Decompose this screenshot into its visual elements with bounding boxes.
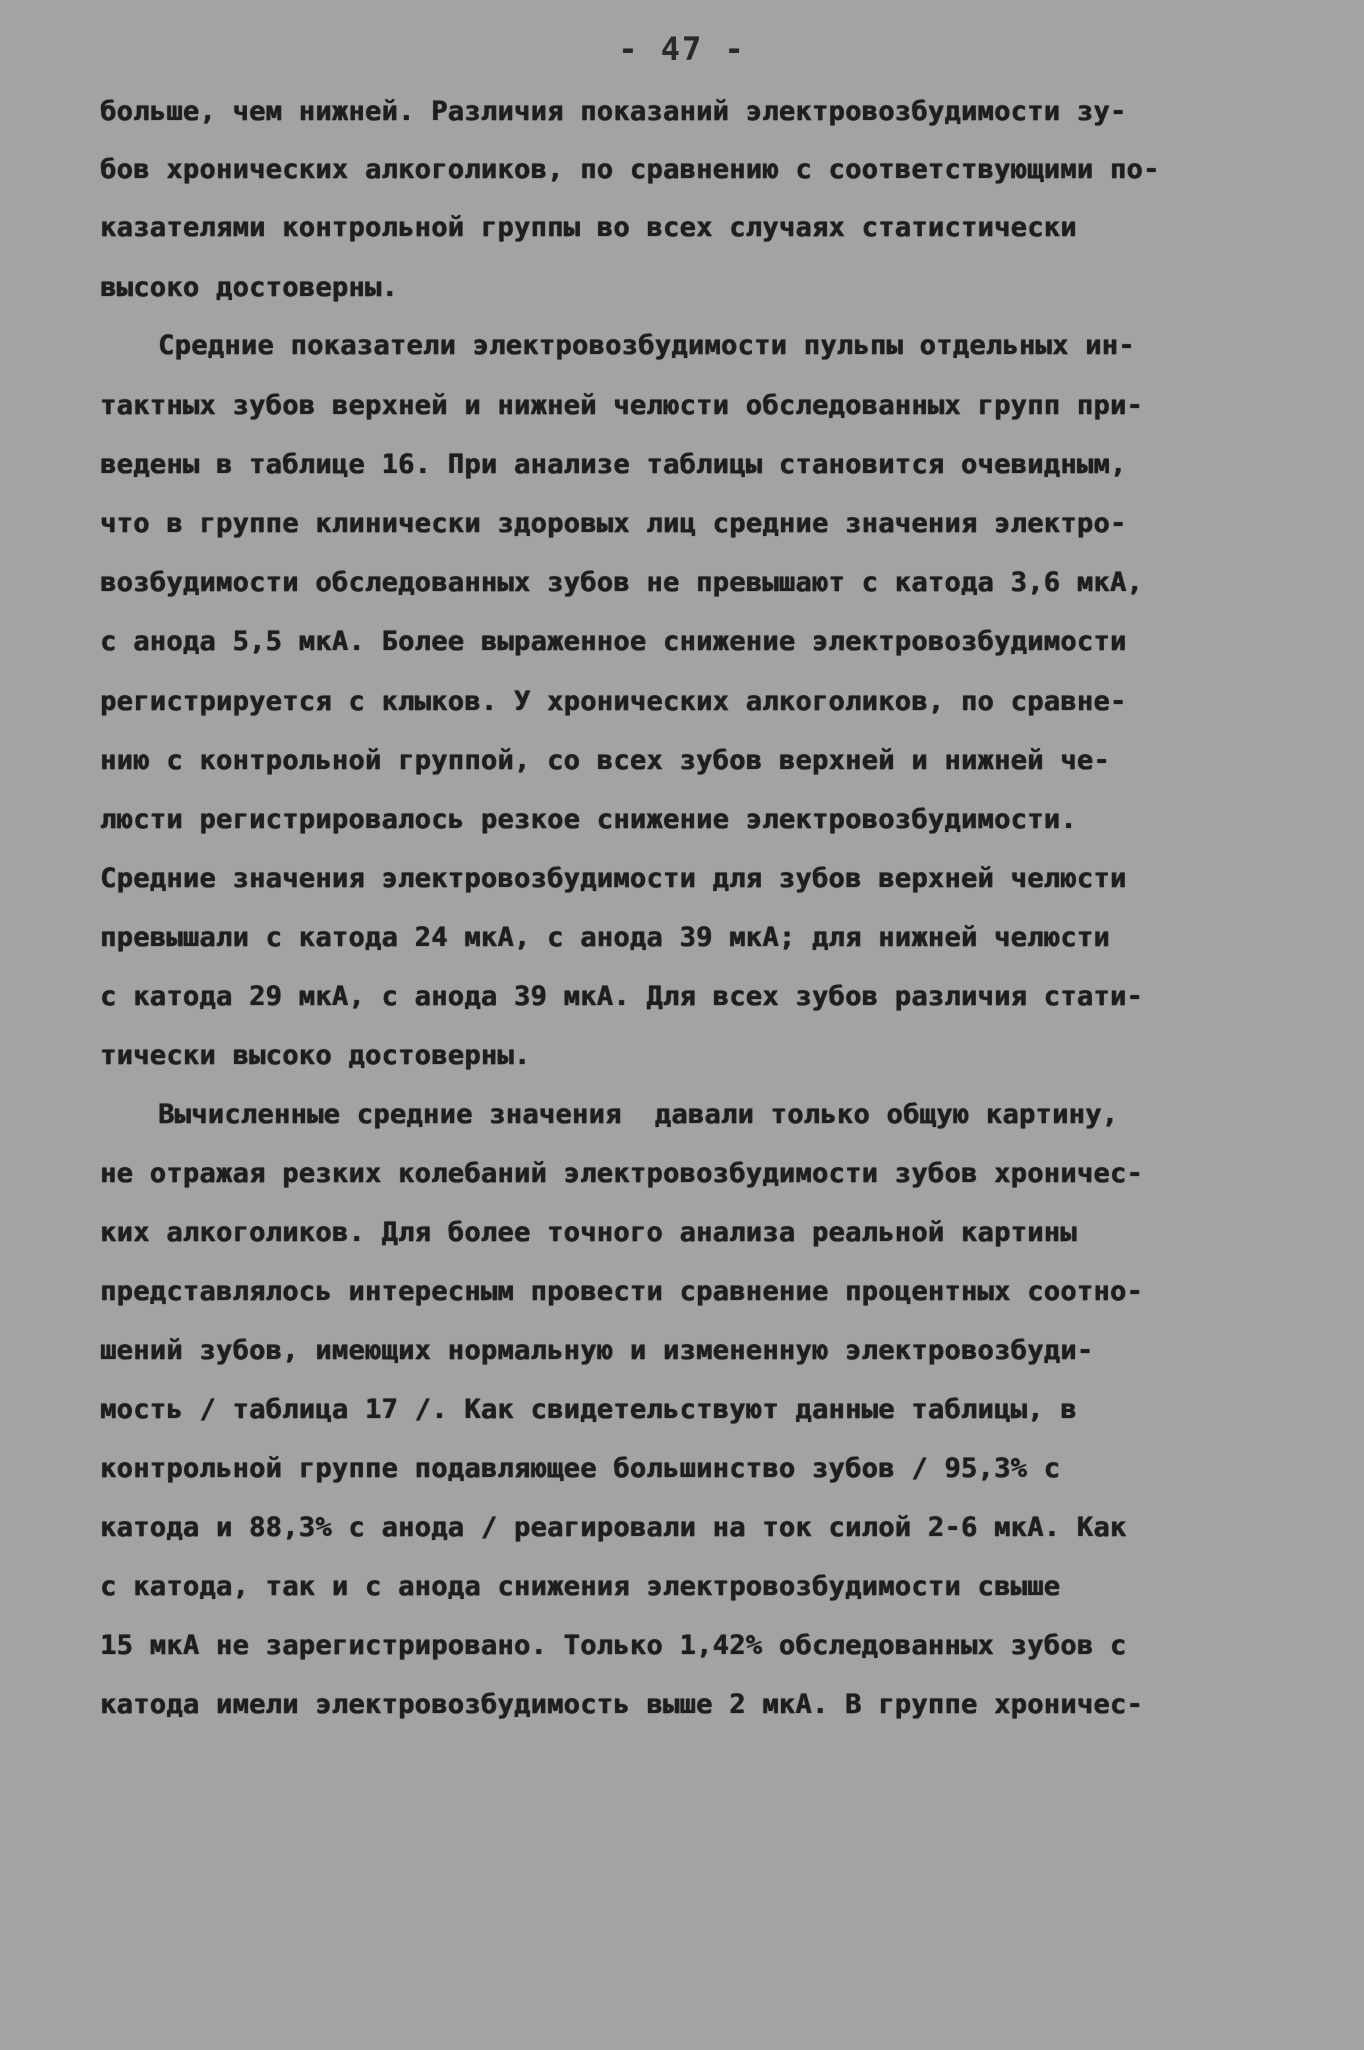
paragraph-first-line: Средние показатели электровозбудимости пульпы отдельных ин- (158, 330, 1135, 361)
text-line: высоко достоверны. (100, 272, 398, 303)
text-line: бов хронических алкоголиков, по сравнению с соответствующими по- (100, 154, 1160, 185)
text-line: тически высоко достоверны. (100, 1040, 531, 1071)
text-line: шений зубов, имеющих нормальную и измененную электровозбуди- (100, 1335, 1094, 1366)
text-line: мость / таблица 17 /. Как свидетельствуют данные таблицы, в (100, 1394, 1077, 1425)
text-line: ведены в таблице 16. При анализе таблицы становится очевидным, (100, 449, 1127, 480)
page-number: - 47 - (618, 30, 746, 68)
text-line: люсти регистрировалось резкое снижение электровозбудимости. (100, 804, 1077, 835)
text-line: с катода, так и с анода снижения электровозбудимости свыше (100, 1571, 1061, 1602)
text-line: нию с контрольной группой, со всех зубов верхней и нижней че- (100, 745, 1110, 776)
paragraph-first-line: Вычисленные средние значения давали только общую картину, (158, 1099, 1119, 1130)
text-line: представлялось интересным провести сравнение процентных соотно- (100, 1276, 1143, 1307)
text-line: 15 мкА не зарегистрировано. Только 1,42% обследованных зубов с (100, 1630, 1127, 1661)
text-line: катода и 88,3% с анода / реагировали на ток силой 2-6 мкА. Как (100, 1512, 1127, 1543)
text-line: с анода 5,5 мкА. Более выраженное снижение электровозбудимости (100, 626, 1127, 657)
text-line: контрольной группе подавляющее большинство зубов / 95,3% с (100, 1453, 1061, 1484)
text-line: Средние значения электровозбудимости для зубов верхней челюсти (100, 863, 1127, 894)
text-line: что в группе клинически здоровых лиц средние значения электро- (100, 508, 1127, 539)
text-line: с катода 29 мкА, с анода 39 мкА. Для всех зубов различия стати- (100, 981, 1143, 1012)
text-line: тактных зубов верхней и нижней челюсти обследованных групп при- (100, 390, 1143, 421)
text-line: ких алкоголиков. Для более точного анализа реальной картины (100, 1217, 1077, 1248)
text-line: регистрируется с клыков. У хронических алкоголиков, по сравне- (100, 686, 1127, 717)
text-line: катода имели электровозбудимость выше 2 мкА. В группе хроничес- (100, 1689, 1143, 1720)
text-line: возбудимости обследованных зубов не превышают с катода 3,6 мкА, (100, 567, 1143, 598)
text-line: казателями контрольной группы во всех случаях статистически (100, 212, 1077, 243)
text-line: не отражая резких колебаний электровозбудимости зубов хроничес- (100, 1158, 1143, 1189)
text-line: превышали с катода 24 мкА, с анода 39 мкА; для нижней челюсти (100, 922, 1110, 953)
text-line: больше, чем нижней. Различия показаний электровозбудимости зу- (100, 96, 1127, 127)
